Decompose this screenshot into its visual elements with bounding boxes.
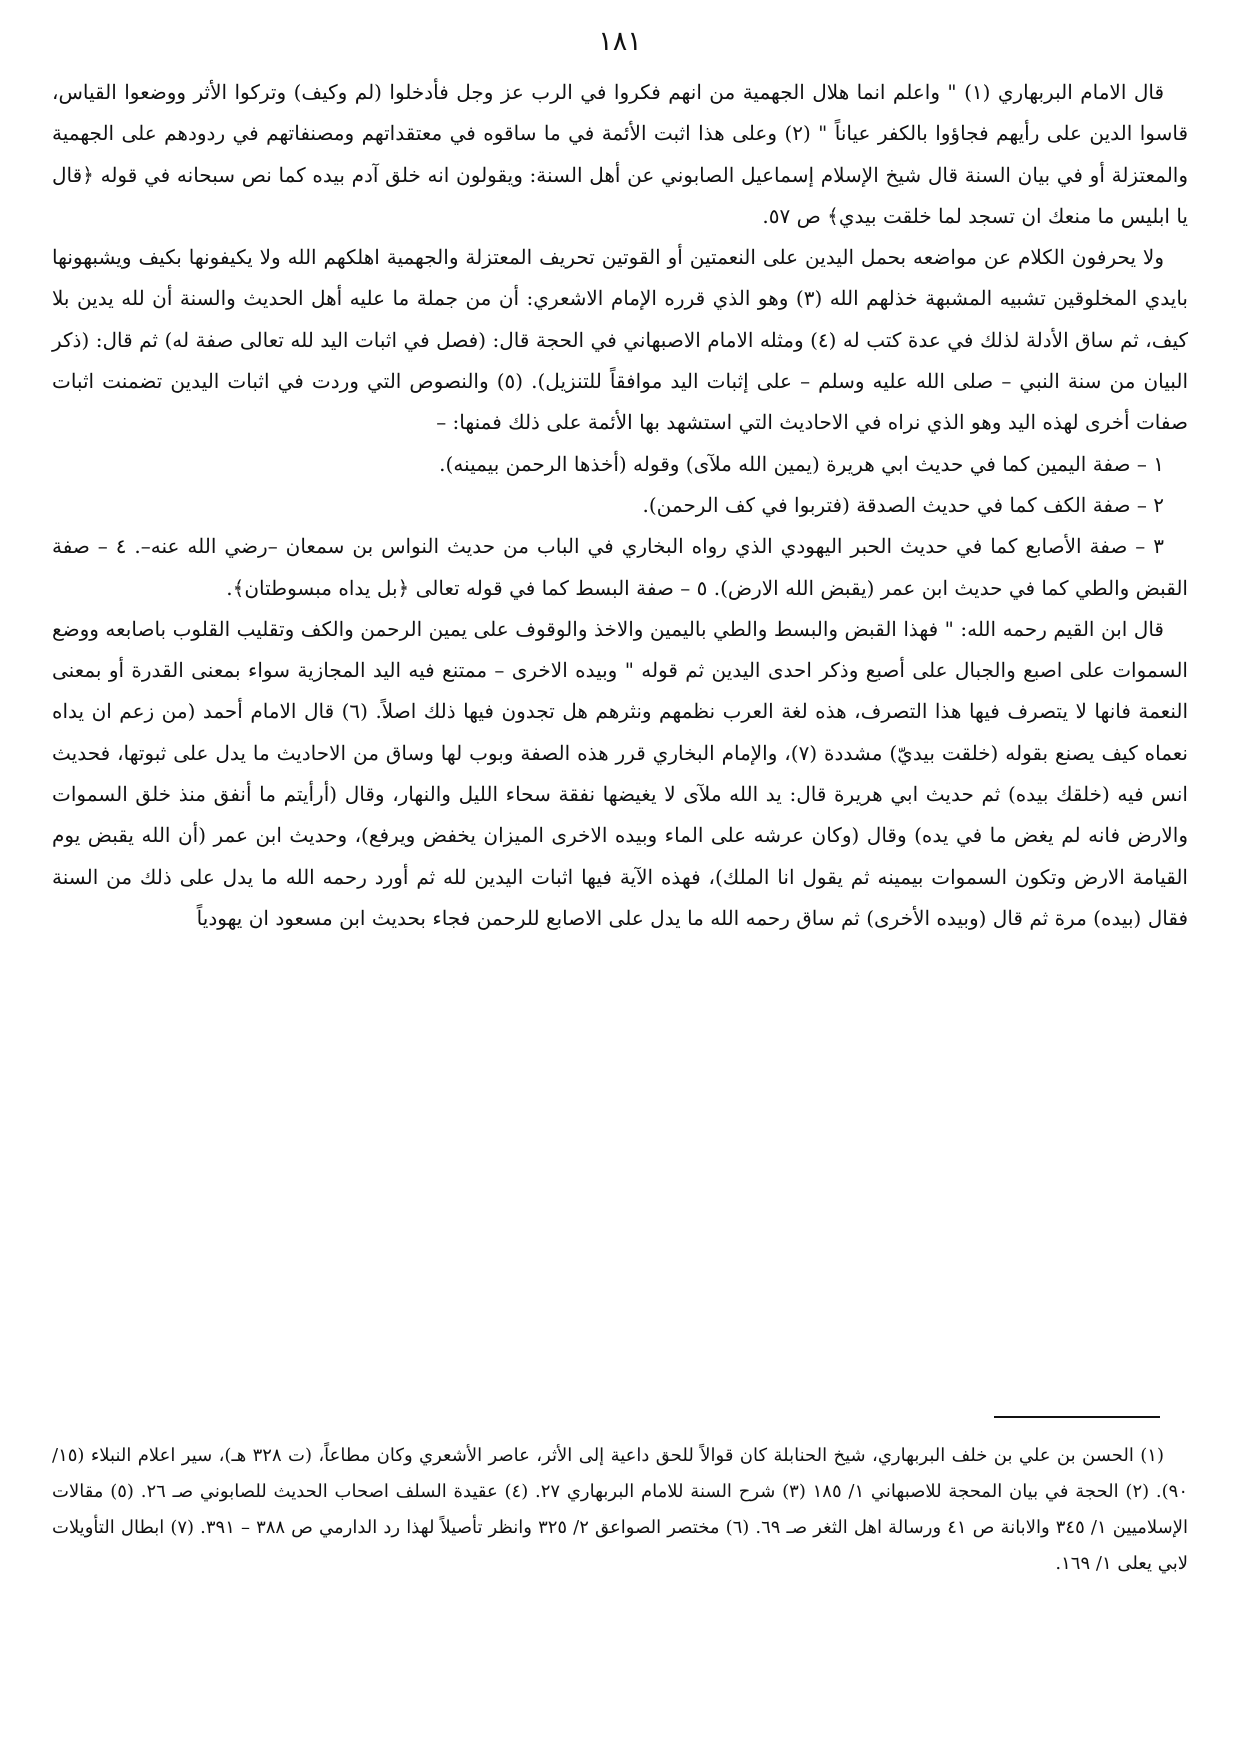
- paragraph: ٣ – صفة الأصابع كما في حديث الحبر اليهودي الذي رواه البخاري في الباب من حديث النواس بن سمعان –رضي الله عنه–. ٤ – صفة القبض والطي كما في حديث ابن عمر (يقبض الله الارض). ٥ – صفة البسط كما في قوله تعالى ﴿بل يداه مبسوطتان﴾.: [52, 534, 1188, 600]
- paragraph: قال الامام البربهاري (١) " واعلم انما هلال الجهمية من انهم فكروا في الرب عز وجل فأدخلوا (لم وكيف) وتركوا الأثر ووضعوا القياس، قاسوا الدين على رأيهم فجاؤوا بالكفر عياناً " (٢) وعلى هذا اثبت الأئمة في ما ساقوه في معتقداتهم ومصنفاتهم في ردودهم على الجهمية والمعتزلة أو في بيان السنة قال شيخ الإسلام إسماعيل الصابوني عن أهل السنة: ويقولون انه خلق آدم بيده كما نص سبحانه في قوله ﴿قال يا ابليس ما منعك ان تسجد لما خلقت بيدي﴾ ص ٥٧.: [52, 80, 1189, 228]
- footnotes: [52, 1438, 1188, 1582]
- paragraph: ولا يحرفون الكلام عن مواضعه بحمل اليدين على النعمتين أو القوتين تحريف المعتزلة والجهمية اهلكهم الله ولا يكيفونها بكيف ويشبهونها بايدي المخلوقين تشبيه المشبهة خذلهم الله (٣) وهو الذي قرره الإمام الاشعري: أن من جملة ما عليه أهل الحديث والسنة أن لله يدين بلا كيف، ثم ساق الأدلة لذلك في عدة كتب له (٤) ومثله الامام الاصبهاني في الحجة قال: (فصل في اثبات اليد لله تعالى صفة له) ثم قال: (ذكر البيان من سنة النبي – صلى الله عليه وسلم – على إثبات اليد موافقاً للتنزيل). (٥) والنصوص التي وردت في اثبات اليدين تضمنت اثبات صفات أخرى لهذه اليد وهو الذي نراه في الاحاديث التي استشهد بها الأئمة على ذلك فمنها: –: [52, 245, 1189, 435]
- footnote-text: (١) الحسن بن علي بن خلف البربهاري، شيخ الحنابلة كان قوالاً للحق داعية إلى الأثر، عاصر الأشعري وكان مطاعاً، (ت ٣٢٨ هـ)، سير اعلام النبلاء (١٥/ ٩٠). (٢) الحجة في بيان المحجة للاصبهاني ١/ ١٨٥ (٣) شرح السنة للامام البربهاري ٢٧. (٤) عقيدة السلف اصحاب الحديث للصابوني صـ ٢٦. (٥) مقالات الإسلاميين ١/ ٣٤٥ والابانة ص ٤١ ورسالة اهل الثغر صـ ٦٩. (٦) مختصر الصواعق ٢/ ٣٢٥ وانظر تأصيلاً لهذا رد الدارمي ص ٣٨٨ – ٣٩١. (٧) ابطال التأويلات لابي يعلى ١/ ١٦٩.: [52, 1445, 1189, 1574]
- list-item: ٢ – صفة الكف كما في حديث الصدقة (فتربوا في كف الرحمن).: [642, 492, 1164, 517]
- paragraph: قال ابن القيم رحمه الله: " فهذا القبض والبسط والطي باليمين والاخذ والوقوف على يمين الرحمن والكف وتقليب القلوب باصابعه ووضع السموات على اصبع والجبال على أصبع وذكر احدى اليدين ثم قوله " وبيده الاخرى – ممتنع فيه اليد المجازية سواء بمعنى القدرة أو بمعنى النعمة فانها لا يتصرف فيها هذا التصرف، هذه لغة العرب نظمهم ونثرهم هل تجدون فيها ذلك اصلاً. (٦) قال الامام أحمد (من زعم ان يداه نعماه كيف يصنع بقوله (خلقت بيديّ) مشددة (٧)، والإمام البخاري قرر هذه الصفة وبوب لها وساق من الاحاديث ما يدل على ثبوتها، فحديث انس فيه (خلقك بيده) ثم حديث ابي هريرة قال: يد الله ملآى لا يغيضها نفقة سحاء الليل والنهار، وقال (أرأيتم ما أنفق منذ خلق السموات والارض فانه لم يغض ما في يده) وقال (وكان عرشه على الماء وبيده الاخرى الميزان يخفض ويرفع)، وحديث ابن عمر (أن الله يقبض يوم القيامة الارض وتكون السموات بيمينه ثم يقول انا الملك)، فهذه الآية فيها اثبات اليدين لله ثم أورد رحمه الله ما يدل على ذلك من السنة فقال (بيده) مرة ثم قال (وبيده الأخرى) ثم ساق رحمه الله ما يدل على الاصابع للرحمن فجاء بحديث ابن مسعود ان يهودياً: [52, 616, 1189, 930]
- footnote-divider: [994, 1416, 1160, 1418]
- list-item: ١ – صفة اليمين كما في حديث ابي هريرة (يمين الله ملآى) وقوله (أخذها الرحمن بيمينه).: [439, 451, 1164, 476]
- page-number: ١٨١: [598, 26, 642, 57]
- main-text: [52, 72, 1188, 939]
